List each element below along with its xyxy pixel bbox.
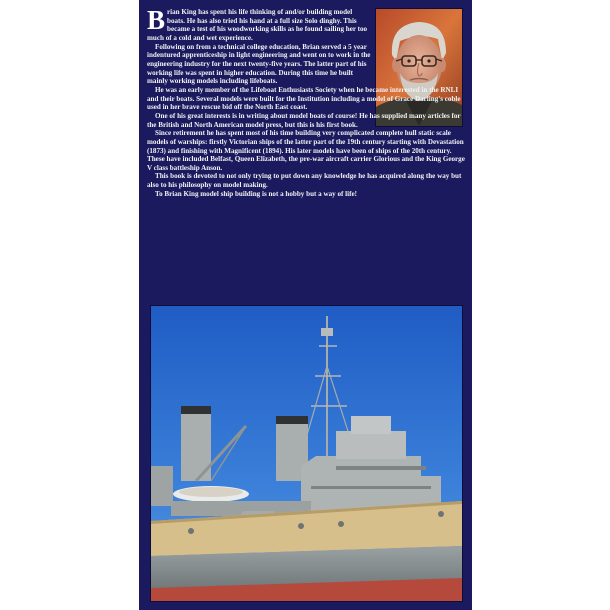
bio-paragraph: Brian King has spent his life thinking of and/or building model boats. He has also tried his hand at a full size Solo dinghy. This became a test of his woodworking skills as he found sailing her too much of a cold and wet experience. xyxy=(147,5,368,42)
author-biography xyxy=(147,5,465,198)
bio-paragraph: He was an early member of the Lifeboat Enthusiasts Society when he became interested in the RNLI and their boats. Several models were built for the Institution including a model of Grace Darling's coble used in her brave rescue bid off the North East coast. xyxy=(147,85,461,112)
drop-cap: B xyxy=(147,5,166,35)
bio-paragraph: One of his great interests is in writing about model boats of course! He has supplied many articles for the British and North American model press, but this is his first book. xyxy=(147,111,461,129)
bio-paragraph: To Brian King model ship building is not a hobby but a way of life! xyxy=(155,189,357,198)
model-battleship-photo xyxy=(150,305,463,602)
back-cover xyxy=(139,0,472,610)
bio-paragraph: This book is devoted to not only trying to put down any knowledge he has acquired along the way but also to his philosophy on model making. xyxy=(147,172,462,190)
bio-paragraph: Following on from a technical college education, Brian served a 5 year indentured apprenticeship in light engineering and went on to work in the engineering industry for the next twenty-five years. The latter part of his working life was spent in higher education. During this time he built mainly working models including lifeboats. xyxy=(147,42,371,86)
battleship-model-image xyxy=(151,306,462,601)
bio-paragraph: Since retirement he has spent most of his time building very complicated complete hull static scale models of warships: firstly Victorian ships of the latter part of the 19th century starting with Devastation (1873) and finishing with Magnificent (1894). His later models have been of ships of the 20th century. These have included Belfast, Queen Elizabeth, the pre-war aircraft carrier Glorious and the King George V class battleship Anson. xyxy=(147,129,465,172)
